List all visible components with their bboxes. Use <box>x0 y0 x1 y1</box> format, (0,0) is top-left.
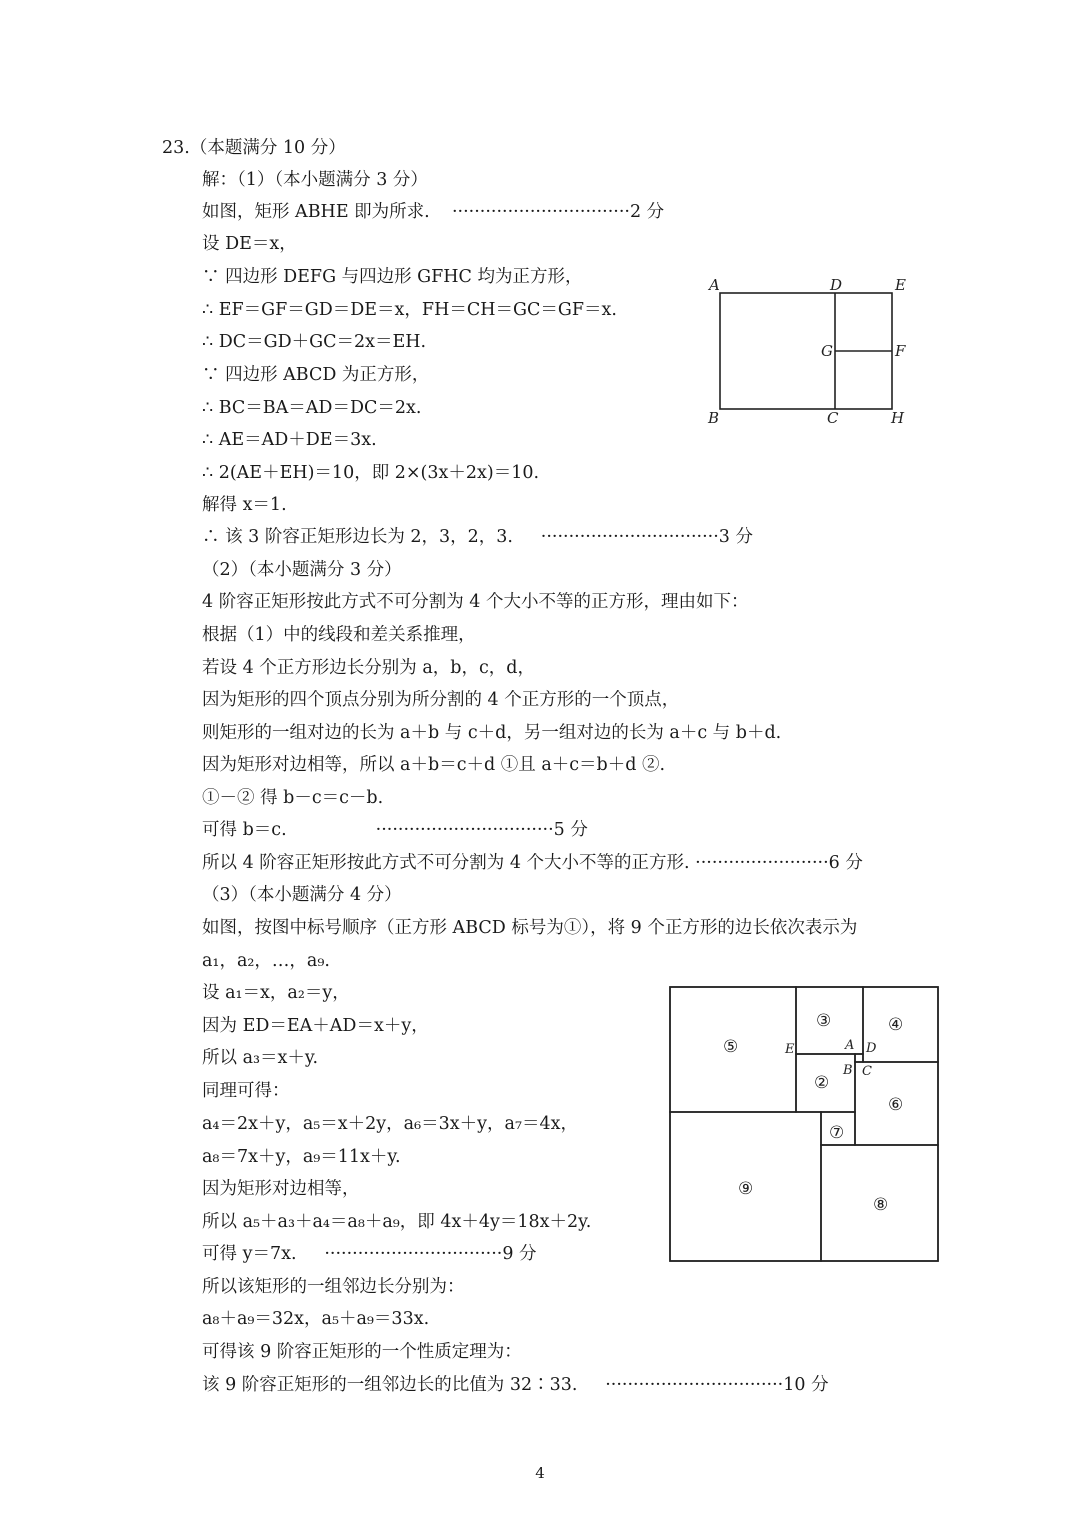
text-line: 所以 a₃＝x＋y. <box>202 1048 319 1068</box>
text-line: 解：（1）（本小题满分 3 分） <box>202 170 428 190</box>
text-line: ∴ AE＝AD＋DE＝3x. <box>202 430 377 450</box>
text-line: 如图，矩形 ABHE 即为所求. ································2 分 <box>202 202 665 222</box>
text-line: a₈＝7x＋y，a₉＝11x＋y. <box>202 1147 401 1167</box>
text-line: ∴ EF＝GF＝GD＝DE＝x，FH＝CH＝GC＝GF＝x. <box>202 300 617 320</box>
label-a: A <box>845 1038 855 1053</box>
label-g: G <box>821 342 833 360</box>
label-b: B <box>843 1063 853 1078</box>
text-line: 则矩形的一组对边的长为 a＋b 与 c＋d，另一组对边的长为 a＋c 与 b＋d. <box>202 723 782 743</box>
text-line: 所以 a₅＋a₃＋a₄＝a₈＋a₉，即 4x＋4y＝18x＋2y. <box>202 1212 592 1232</box>
text-line: a₁，a₂，…，a₉. <box>202 951 330 971</box>
label-f: F <box>895 342 906 360</box>
text-line: 该 9 阶容正矩形的一组邻边长的比值为 32∶33. ································10 分 <box>202 1375 829 1395</box>
text-line: （2）（本小题满分 3 分） <box>202 560 402 580</box>
square-label-5: ⑤ <box>723 1037 739 1057</box>
text-line: ∵ 四边形 DEFG 与四边形 GFHC 均为正方形， <box>202 267 583 287</box>
text-line: 设 a₁＝x，a₂＝y， <box>202 983 350 1003</box>
text-line: a₄＝2x＋y，a₅＝x＋2y，a₆＝3x＋y，a₇＝4x， <box>202 1114 578 1134</box>
text-line: 根据（1）中的线段和差关系推理， <box>202 625 476 645</box>
label-e: E <box>785 1042 795 1057</box>
square-label-4: ④ <box>888 1015 904 1035</box>
square-label-8: ⑧ <box>873 1195 889 1215</box>
text-line: （3）（本小题满分 4 分） <box>202 885 402 905</box>
square-label-2: ② <box>814 1073 830 1093</box>
text-line: ∴ 2(AE＋EH)＝10，即 2×(3x＋2x)＝10. <box>202 463 540 483</box>
text-line: ∵ 四边形 ABCD 为正方形， <box>202 365 430 385</box>
square-1 <box>855 1054 863 1062</box>
text-line: ∴ DC＝GD＋GC＝2x＝EH. <box>202 332 427 352</box>
page-number: 4 <box>535 1464 545 1482</box>
text-line: 解得 x＝1. <box>202 495 287 515</box>
figure-nine-squares <box>660 978 950 1268</box>
text-line: 可得 b＝c. ································5 分 <box>202 820 588 840</box>
text-line: ①－② 得 b－c＝c－b. <box>202 788 384 808</box>
label-b: B <box>708 409 720 427</box>
label-d: D <box>866 1041 877 1056</box>
text-line: 因为矩形对边相等，所以 a＋b＝c＋d ①且 a＋c＝b＋d ②. <box>202 755 666 775</box>
label-h: H <box>891 409 905 427</box>
label-c: C <box>827 409 839 427</box>
label-e: E <box>895 276 906 294</box>
square-label-6: ⑥ <box>888 1095 904 1115</box>
text-line: 因为矩形对边相等， <box>202 1179 360 1199</box>
text-line: ∴ 该 3 阶容正矩形边长为 2，3，2，3. ································3 分 <box>202 527 754 547</box>
label-d: D <box>830 276 843 294</box>
square-label-9: ⑨ <box>738 1179 754 1199</box>
text-line: 所以该矩形的一组邻边长分别为： <box>202 1277 465 1297</box>
text-line: ∴ BC＝BA＝AD＝DC＝2x. <box>202 398 422 418</box>
square-label-7: ⑦ <box>829 1123 845 1143</box>
text-line: 可得 y＝7x. ································9 分 <box>202 1244 537 1264</box>
text-line: 因为 ED＝EA＋AD＝x＋y， <box>202 1016 429 1036</box>
text-line: 若设 4 个正方形边长分别为 a，b，c，d， <box>202 658 535 678</box>
problem-header: 23.（本题满分 10 分） <box>162 138 346 158</box>
text-line: 设 DE＝x， <box>202 234 297 254</box>
text-line: a₈＋a₉＝32x，a₅＋a₉＝33x. <box>202 1309 430 1329</box>
label-c: C <box>862 1064 872 1079</box>
text-line: 可得该 9 阶容正矩形的一个性质定理为： <box>202 1342 522 1362</box>
label-a: A <box>709 276 720 294</box>
text-line: 4 阶容正矩形按此方式不可分割为 4 个大小不等的正方形，理由如下： <box>202 592 749 612</box>
figure-rectangle-abhe <box>700 272 920 432</box>
square-label-3: ③ <box>816 1011 832 1031</box>
text-line: 所以 4 阶容正矩形按此方式不可分割为 4 个大小不等的正方形. ························6 分 <box>202 853 863 873</box>
text-line: 如图，按图中标号顺序（正方形 ABCD 标号为①），将 9 个正方形的边长依次表示为 <box>202 918 858 938</box>
text-line: 因为矩形的四个顶点分别为所分割的 4 个正方形的一个顶点， <box>202 690 680 710</box>
text-line: 同理可得： <box>202 1081 290 1101</box>
